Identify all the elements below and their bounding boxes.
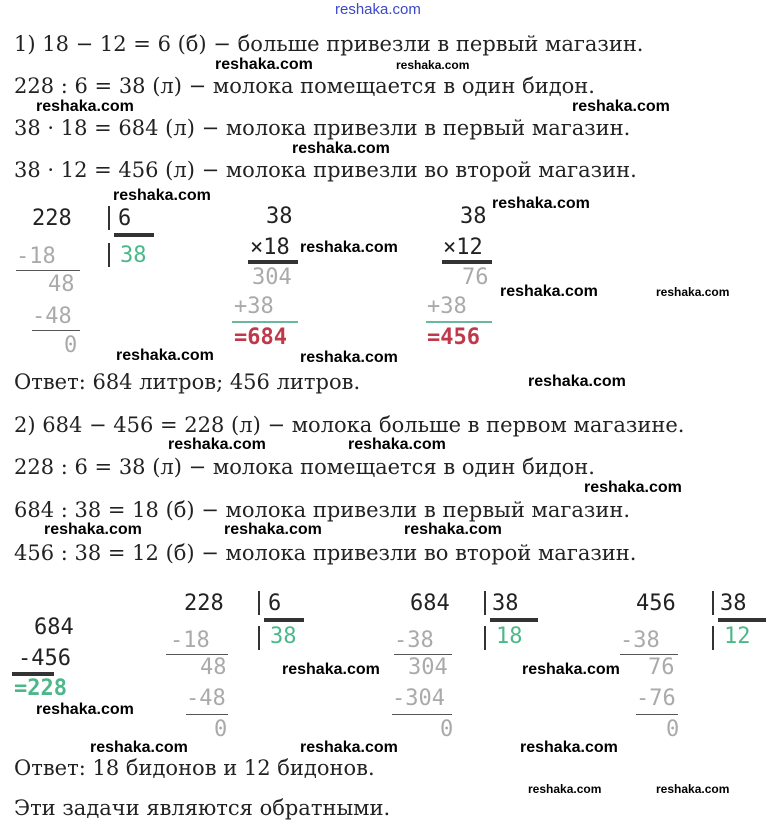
quotient: 12 bbox=[724, 624, 751, 649]
divider bbox=[426, 321, 492, 323]
solution-line: 1) 18 − 12 = 6 (б) − больше привезли в первый магазин. bbox=[14, 32, 644, 56]
watermark: reshaka.com bbox=[215, 56, 313, 73]
watermark: reshaka.com bbox=[300, 739, 398, 756]
solution-line: 38 · 18 = 684 (л) − молока привезли в первый магазин. bbox=[14, 116, 631, 140]
watermark: reshaka.com bbox=[656, 285, 730, 299]
divisor-underline bbox=[718, 618, 766, 622]
divider bbox=[186, 714, 228, 715]
watermark: reshaka.com bbox=[522, 661, 620, 678]
remainder: 0 bbox=[440, 717, 454, 742]
watermark: reshaka.com bbox=[396, 58, 470, 72]
remainder: 0 bbox=[214, 717, 228, 742]
watermark: reshaka.com bbox=[656, 782, 730, 796]
subtrahend: -38 bbox=[620, 628, 660, 653]
quotient: 38 bbox=[120, 243, 147, 268]
subtrahend: -76 bbox=[636, 686, 676, 711]
dividend: 456 bbox=[636, 591, 676, 616]
watermark: reshaka.com bbox=[282, 661, 380, 678]
factor: 38 bbox=[460, 204, 487, 229]
subtrahend: -304 bbox=[392, 686, 445, 711]
remainder: 0 bbox=[64, 333, 78, 358]
watermark: reshaka.com bbox=[528, 782, 602, 796]
divider bbox=[16, 270, 80, 271]
partial-product: +38 bbox=[427, 294, 467, 319]
solution-line: 228 : 6 = 38 (л) − молока помещается в один бидон. bbox=[14, 74, 595, 98]
watermark: reshaka.com bbox=[528, 373, 626, 390]
subtrahend: -38 bbox=[394, 628, 434, 653]
solution-line: 228 : 6 = 38 (л) − молока помещается в один бидон. bbox=[14, 455, 595, 479]
division-bar bbox=[484, 626, 486, 650]
divisor: 6 bbox=[118, 206, 132, 231]
watermark: reshaka.com bbox=[292, 140, 390, 157]
dividend: 684 bbox=[410, 591, 450, 616]
division-bar bbox=[712, 626, 714, 650]
watermark: reshaka.com bbox=[36, 701, 134, 718]
remainder: 48 bbox=[48, 272, 75, 297]
watermark: reshaka.com bbox=[300, 349, 398, 366]
product: =456 bbox=[427, 325, 480, 350]
partial-product: 76 bbox=[462, 265, 489, 290]
division-bar bbox=[484, 591, 486, 615]
subtrahend: -48 bbox=[32, 304, 72, 329]
watermark: reshaka.com bbox=[584, 479, 682, 496]
watermark: reshaka.com bbox=[168, 436, 266, 453]
watermark: reshaka.com bbox=[300, 239, 398, 256]
watermark: reshaka.com bbox=[348, 436, 446, 453]
answer-line: Ответ: 18 бидонов и 12 бидонов. bbox=[14, 756, 375, 780]
watermark: reshaka.com bbox=[224, 521, 322, 538]
subtrahend: -48 bbox=[186, 686, 226, 711]
subtrahend: -18 bbox=[16, 244, 56, 269]
watermark: reshaka.com bbox=[90, 739, 188, 756]
divider bbox=[248, 260, 298, 264]
division-bar bbox=[712, 591, 714, 615]
solution-line: 456 : 38 = 12 (б) − молока привезли во второй магазин. bbox=[14, 541, 637, 565]
watermark: reshaka.com bbox=[404, 521, 502, 538]
divider bbox=[442, 260, 492, 264]
partial-product: +38 bbox=[234, 294, 274, 319]
watermark: reshaka.com bbox=[116, 347, 214, 364]
factor: ×18 bbox=[250, 235, 290, 260]
remainder: 304 bbox=[408, 655, 448, 680]
division-bar bbox=[258, 591, 260, 615]
watermark: reshaka.com bbox=[44, 521, 142, 538]
difference: =228 bbox=[14, 676, 67, 701]
divisor: 38 bbox=[720, 591, 747, 616]
divisor-underline bbox=[490, 618, 538, 622]
divisor: 38 bbox=[492, 591, 519, 616]
divider bbox=[392, 714, 452, 715]
dividend: 228 bbox=[184, 591, 224, 616]
division-bar bbox=[108, 206, 110, 230]
division-bar bbox=[258, 626, 260, 650]
watermark: reshaka.com bbox=[520, 739, 618, 756]
answer-line: Ответ: 684 литров; 456 литров. bbox=[14, 370, 361, 394]
remainder: 0 bbox=[666, 717, 680, 742]
watermark: reshaka.com bbox=[572, 98, 670, 115]
remainder: 76 bbox=[648, 655, 675, 680]
factor: ×12 bbox=[443, 235, 483, 260]
divisor-underline bbox=[114, 233, 154, 237]
product: =684 bbox=[234, 325, 287, 350]
watermark: reshaka.com bbox=[335, 1, 421, 18]
conclusion-line: Эти задачи являются обратными. bbox=[14, 796, 391, 820]
quotient: 18 bbox=[496, 624, 523, 649]
factor: 38 bbox=[266, 204, 293, 229]
divider bbox=[232, 321, 298, 323]
remainder: 48 bbox=[200, 655, 227, 680]
minuend: 684 bbox=[34, 615, 74, 640]
solution-line: 2) 684 − 456 = 228 (л) − молока больше в первом магазине. bbox=[14, 413, 685, 437]
subtrahend: -456 bbox=[18, 646, 71, 671]
watermark: reshaka.com bbox=[500, 283, 598, 300]
dividend: 228 bbox=[32, 206, 72, 231]
solution-line: 684 : 38 = 18 (б) − молока привезли в первый магазин. bbox=[14, 498, 631, 522]
partial-product: 304 bbox=[252, 265, 292, 290]
subtrahend: -18 bbox=[170, 628, 210, 653]
watermark: reshaka.com bbox=[36, 98, 134, 115]
divisor-underline bbox=[264, 618, 304, 622]
divisor: 6 bbox=[268, 591, 282, 616]
watermark: reshaka.com bbox=[113, 187, 211, 204]
division-bar bbox=[108, 243, 110, 267]
watermark: reshaka.com bbox=[492, 195, 590, 212]
divider bbox=[636, 714, 678, 715]
quotient: 38 bbox=[270, 624, 297, 649]
divider bbox=[32, 330, 80, 331]
solution-line: 38 · 12 = 456 (л) − молока привезли во второй магазин. bbox=[14, 158, 637, 182]
